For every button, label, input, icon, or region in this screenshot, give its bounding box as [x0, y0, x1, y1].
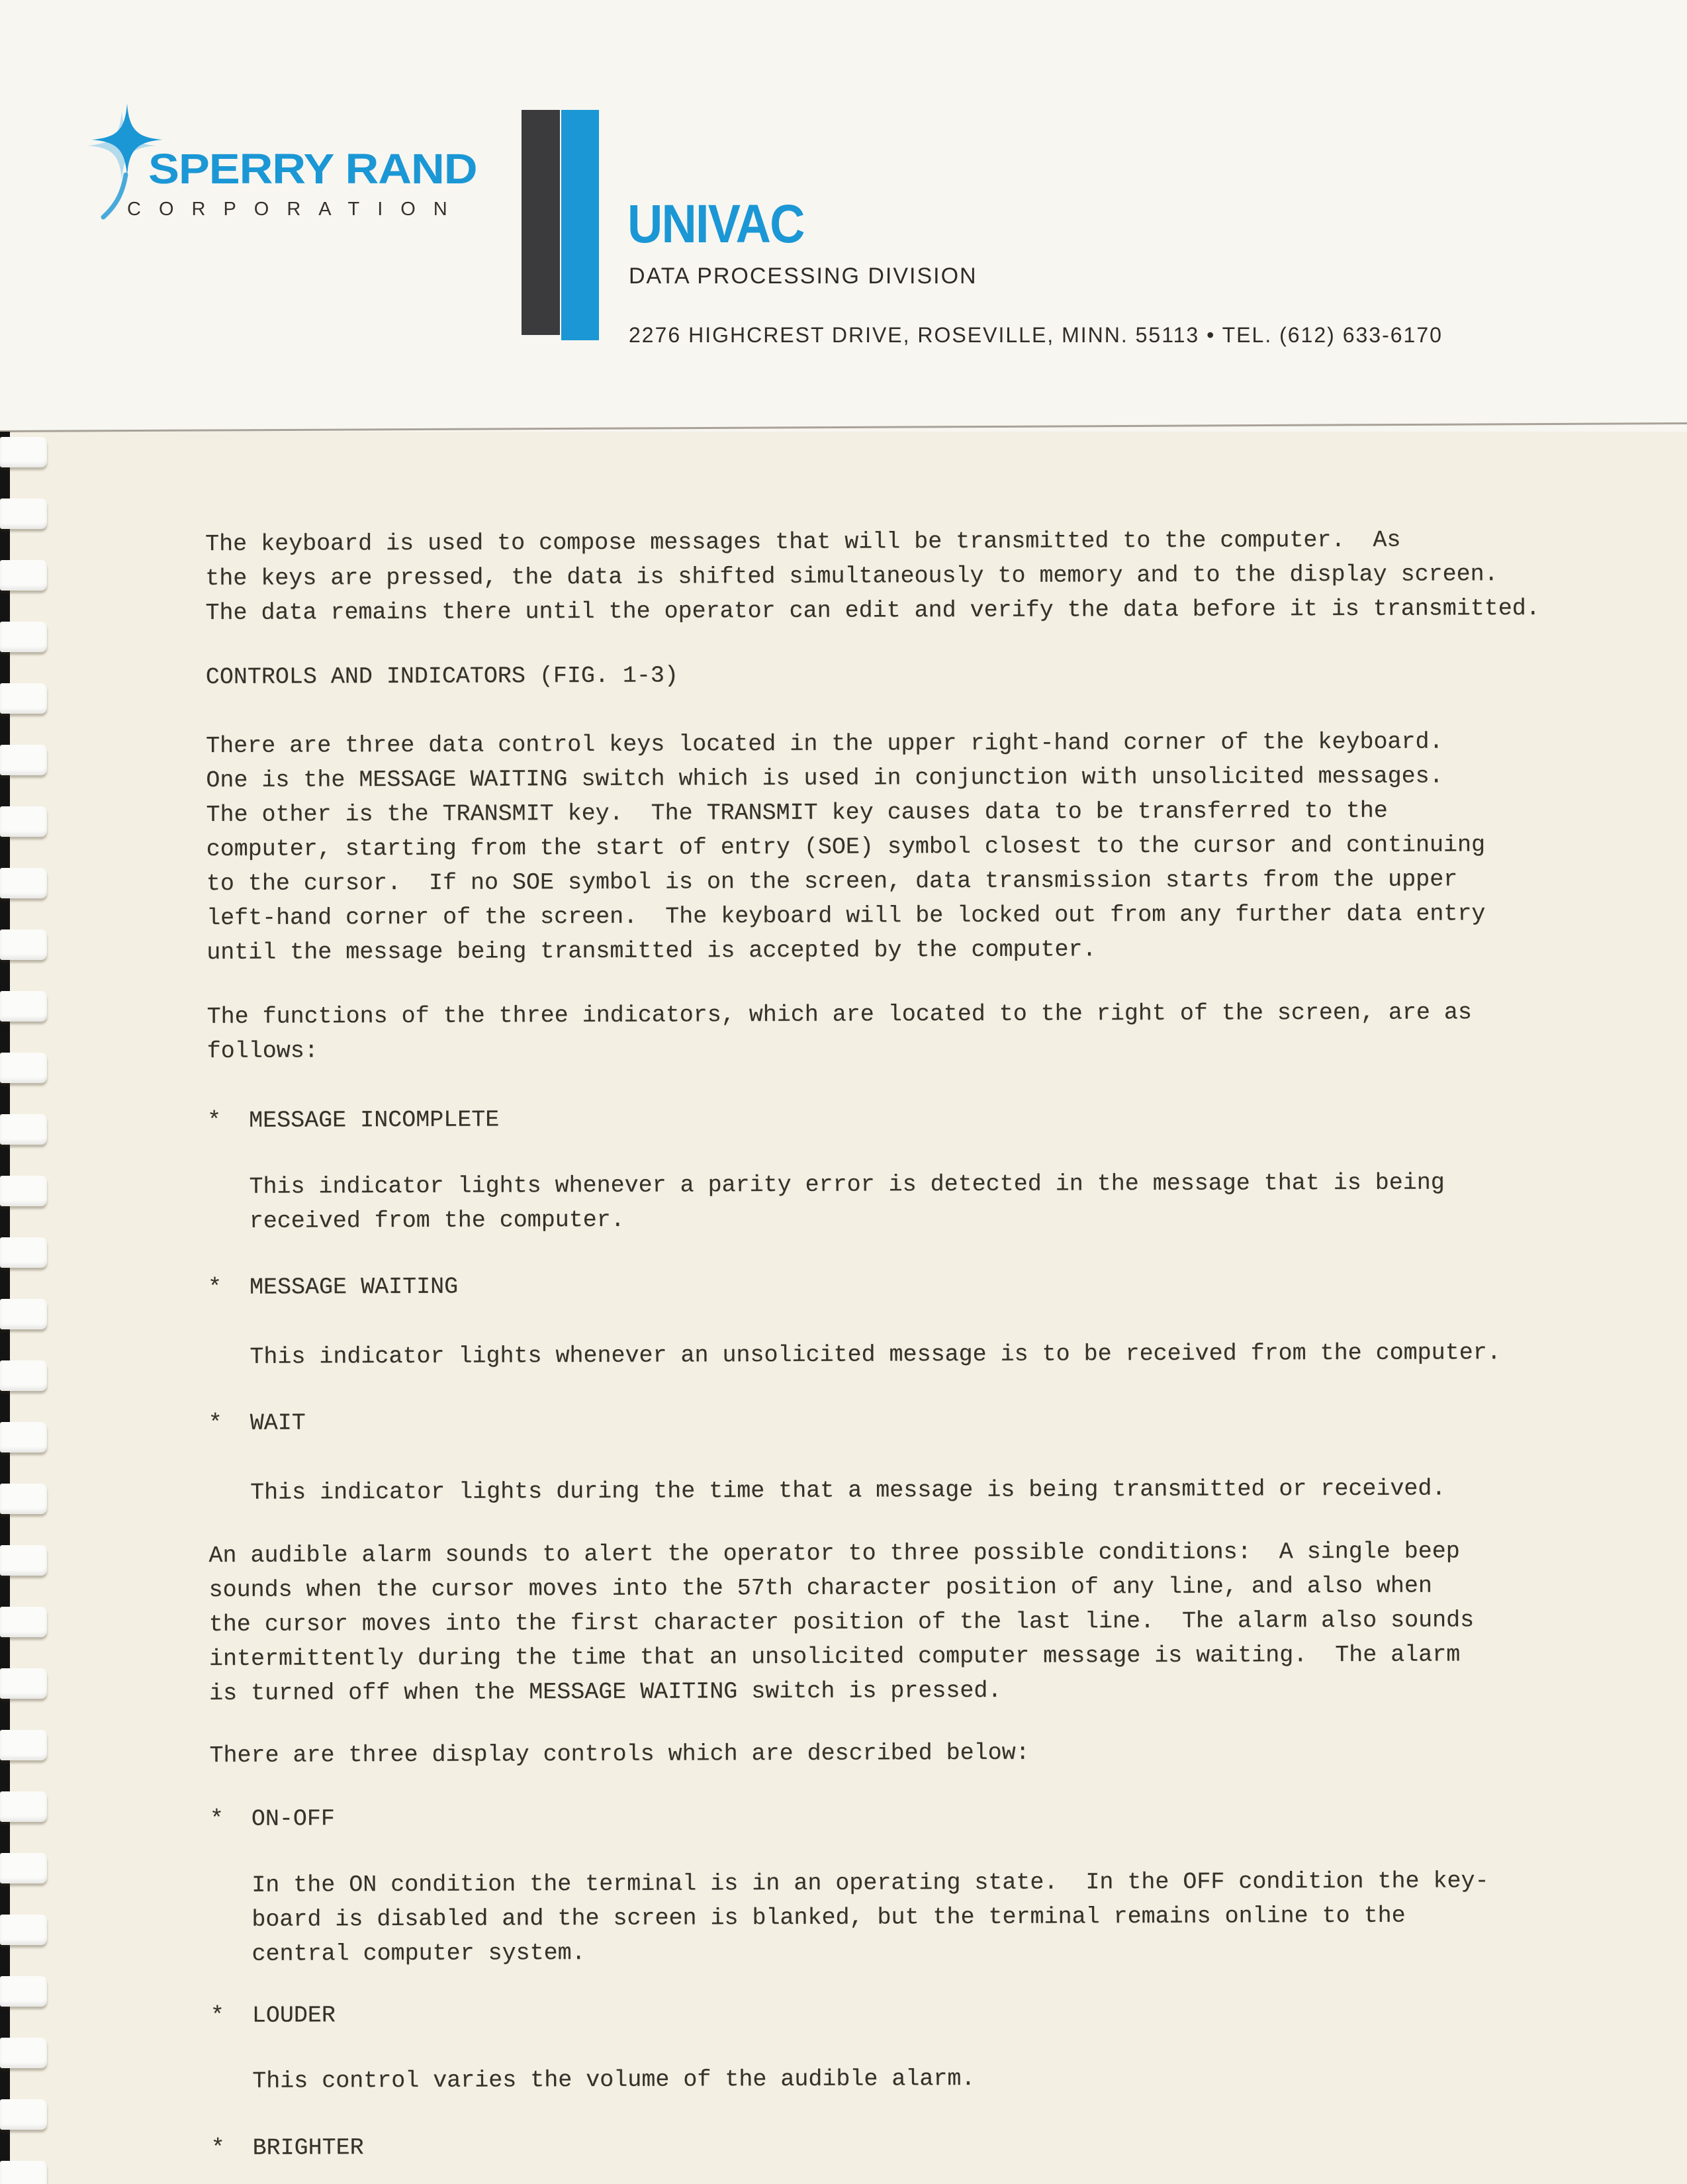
bullet-brighter [210, 2130, 363, 2165]
para-audible-alarm [208, 1534, 1474, 1711]
bullet-wait [208, 1405, 306, 1441]
typed-line: intermittently during the time that an unsolicited computer message is waiting. The alarm [208, 1641, 1461, 1672]
typed-line: * ON-OFF [209, 1805, 335, 1832]
typed-line: This indicator lights during the time that a message is being transmitted or received. [208, 1475, 1446, 1506]
para-display-controls [209, 1736, 1029, 1773]
bullet-message-waiting [208, 1270, 458, 1305]
typed-line: One is the MESSAGE WAITING switch which is used in conjunction with unsolicited messages. [206, 763, 1443, 794]
typed-line: This indicator lights whenever a parity error is detected in the message that is being [207, 1169, 1445, 1200]
typed-line: CONTROLS AND INDICATORS (FIG. 1-3) [205, 662, 678, 690]
typed-line: * BRIGHTER [210, 2134, 364, 2161]
typed-line: sounds when the cursor moves into the 57th character position of any line, and also when [208, 1572, 1432, 1603]
bullet-on-off [210, 1801, 335, 1836]
typed-line: The data remains there until the operator can edit and verify the data before it is transmitted. [205, 594, 1540, 626]
typed-line: central computer system. [210, 1940, 586, 1968]
typed-line: received from the computer. [207, 1206, 625, 1235]
para-keyboard-intro [205, 522, 1540, 630]
typed-line: the cursor moves into the first character position of the last line. The alarm also sounds [208, 1607, 1475, 1638]
para-wait [208, 1471, 1445, 1510]
typed-line: This indicator lights whenever an unsolicited message is to be received from the computer. [208, 1339, 1501, 1370]
typed-line: This control varies the volume of the audible alarm. [210, 2065, 976, 2095]
typed-line: is turned off when the MESSAGE WAITING switch is pressed. [209, 1677, 1002, 1707]
typed-line: follows: [206, 1037, 318, 1065]
heading-controls-indicators [206, 659, 678, 694]
bullet-louder [210, 1998, 336, 2033]
para-control-keys [206, 724, 1486, 970]
address-line: 2276 HIGHCREST DRIVE, ROSEVILLE, MINN. 55113 • TEL. (612) 633-6170 [629, 323, 1443, 347]
typed-line: * WAIT [208, 1409, 306, 1437]
para-on-off [210, 1864, 1489, 1971]
typed-line: * MESSAGE INCOMPLETE [207, 1106, 500, 1134]
typed-line: board is disabled and the screen is blanked, but the terminal remains online to the [210, 1902, 1406, 1933]
typed-line: The other is the TRANSMIT key. The TRANSMIT key causes data to be transferred to the [206, 797, 1388, 828]
typed-line: The keyboard is used to compose messages that will be transmitted to the computer. As [205, 526, 1401, 557]
typed-line: In the ON condition the terminal is in an operating state. In the OFF condition the key- [210, 1868, 1489, 1899]
typed-line: the keys are pressed, the data is shifted simultaneously to memory and to the display screen. [205, 561, 1498, 592]
typed-line: computer, starting from the start of entry (SOE) symbol closest to the cursor and continuing [206, 831, 1486, 863]
division-name: DATA PROCESSING DIVISION [629, 263, 978, 289]
typed-line: The functions of the three indicators, which are located to the right of the screen, are as [206, 999, 1472, 1030]
univac-logo: UNIVAC [627, 194, 804, 254]
para-message-incomplete [207, 1165, 1445, 1239]
sperry-rand-logo: SPERRY RAND [148, 145, 477, 193]
para-message-waiting [208, 1335, 1500, 1374]
typed-line: There are three display controls which are described below: [209, 1739, 1030, 1769]
corporation-label: CORPORATION [127, 199, 465, 220]
typed-line: to the cursor. If no SOE symbol is on the screen, data transmission starts from the upper [206, 866, 1458, 897]
typed-line: An audible alarm sounds to alert the operator to three possible conditions: A single beep [208, 1538, 1460, 1569]
typed-line: until the message being transmitted is accepted by the computer. [206, 936, 1097, 966]
para-indicator-functions [206, 995, 1472, 1068]
typed-line: * MESSAGE WAITING [207, 1273, 459, 1301]
bullet-message-incomplete [207, 1102, 499, 1138]
typed-line: There are three data control keys located in the upper right-hand corner of the keyboard. [206, 728, 1443, 759]
typed-line: left-hand corner of the screen. The keyboard will be locked out from any further data entry [206, 900, 1486, 931]
para-louder [210, 2062, 975, 2099]
typed-line: * LOUDER [210, 2002, 336, 2029]
